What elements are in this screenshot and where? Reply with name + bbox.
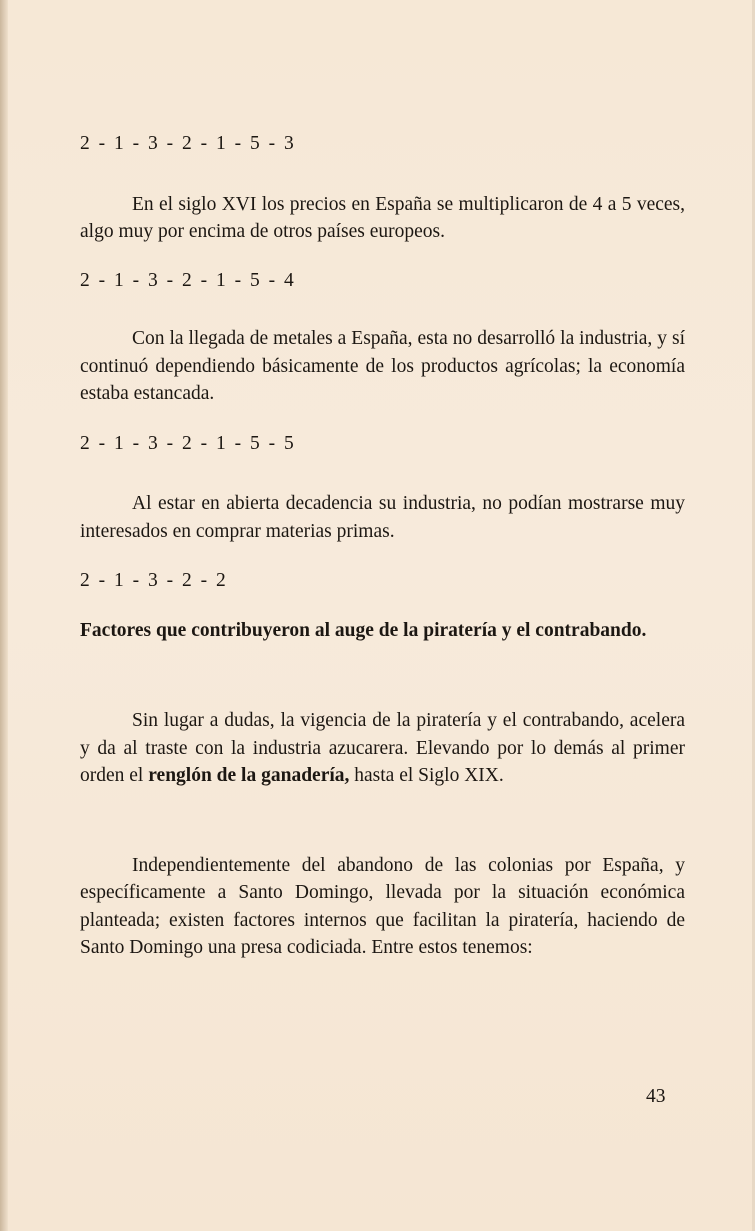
page-content xyxy=(80,130,685,962)
paragraph-piracy-text-before: Sin lugar a dudas, la vigencia de la piratería y el contrabando, acelera y da al traste con la industria azucarera. Elevando por lo demás al primer orden el xyxy=(80,710,685,786)
paragraph-piracy xyxy=(80,707,685,790)
paragraph-prices: En el siglo XVI los precios en España se multiplicaron de 4 a 5 veces, algo muy por encima de otros países europeos. xyxy=(80,193,685,242)
section-heading: Factores que contribuyeron al auge de la piratería y el contrabando. xyxy=(80,619,647,641)
paragraph-internal-factors: Independientemente del abandono de las colonias por España, y específicamente a Santo Domingo, llevada por la situación económica planteada; existen factores internos que facilitan la piratería, haciendo de Santo Domingo una presa codiciada. Entre estos tenemos: xyxy=(80,854,685,958)
section-code-1: 2 - 1 - 3 - 2 - 1 - 5 - 3 xyxy=(80,133,296,154)
section-code-4: 2 - 1 - 3 - 2 - 2 xyxy=(80,570,228,591)
paragraph-piracy-bold-phrase: renglón de la ganadería, xyxy=(148,765,350,786)
paragraph-decadence: Al estar en abierta decadencia su industria, no podían mostrarse muy interesados en comprar materias primas. xyxy=(80,493,685,542)
paragraph-metals: Con la llegada de metales a España, esta no desarrolló la industria, y sí continuó dependiendo básicamente de los productos agrícolas; la economía estaba estancada. xyxy=(80,328,685,404)
page-number: 43 xyxy=(646,1086,666,1107)
section-code-3: 2 - 1 - 3 - 2 - 1 - 5 - 5 xyxy=(80,432,296,454)
paragraph-piracy-text-after: hasta el Siglo XIX. xyxy=(349,765,504,786)
section-code-2: 2 - 1 - 3 - 2 - 1 - 5 - 4 xyxy=(80,269,296,291)
page-spine-shadow xyxy=(0,0,8,1231)
